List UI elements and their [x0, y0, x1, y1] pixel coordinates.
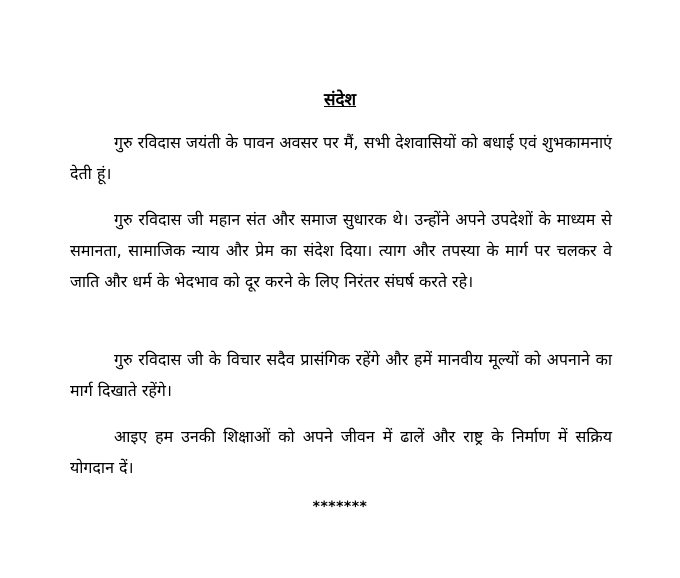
paragraph-relevance: गुरु रविदास जी के विचार सदैव प्रासंगिक रहेंगे और हमें मानवीय मूल्यों को अपनाने का मार्ग दिखाते रहेंगे। [70, 350, 612, 400]
paragraph-teachings: गुरु रविदास जी महान संत और समाज सुधारक थे। उन्होंने अपने उपदेशों के माध्यम से समानता, सामाजिक न्याय और प्रेम का संदेश दिया। त्याग और तपस्या के मार्ग पर चलकर वे जाति और धर्म के भेदभाव को दूर करने के लिए निरंतर संघर्ष करते रहे। [70, 210, 612, 291]
message-title: संदेश [323, 90, 357, 110]
end-marker: ******* [312, 499, 368, 515]
paragraph-greeting: गुरु रविदास जयंती के पावन अवसर पर मैं, सभी देशवासियों को बधाई एवं शुभकामनाएं देती हूं। [70, 133, 612, 183]
paragraph-call-to-action: आइए हम उनकी शिक्षाओं को अपने जीवन में ढालें और राष्ट्र के निर्माण में सक्रिय योगदान दें। [70, 427, 612, 477]
